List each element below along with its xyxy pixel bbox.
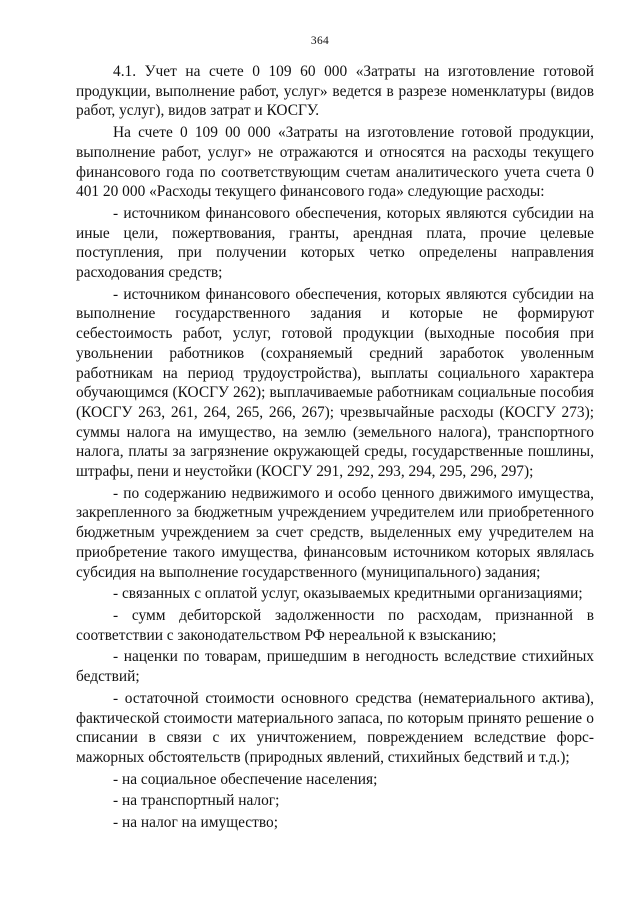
list-item-transport-tax: - на транспортный налог;: [113, 792, 280, 810]
list-item-bank-services: - связанных с оплатой услуг, оказываемых кредитными организациями;: [113, 585, 583, 603]
page-number: 364: [310, 35, 330, 47]
list-item-subsidies-other-purposes: - источником финансового обеспечения, которых являются субсидии на иные цели, пожертвования, гранты, арендная плата, прочие целевые поступления, при получении которых четко определены направления расходования средств;: [76, 204, 594, 282]
list-item-receivables: - сумм дебиторской задолженности по расходам, признанной в соответствии с законодательством РФ нереальной к взысканию;: [76, 606, 594, 644]
list-item-property-maintenance: - по содержанию недвижимого и особо ценного движимого имущества, закрепленного за бюджетным учреждением учредителем или приобретенного бюджетным учреждением за счет средств, выделенных ему учредителем на приобретение такого имущества, финансовым источником которых являлась субсидия на выполнение государственного (муниципального) задания;: [76, 484, 594, 581]
list-item-subsidies-state-task: - источником финансового обеспечения, которых являются субсидии на выполнение государственного задания и которые не формируют себестоимость работ, услуг, готовой продукции (выходные пособия при увольнении работников (сохраняемый средний заработок уволенным работникам на период трудоустройства), выплаты социального характера обучающимся (КОСГУ 262); выплачиваемые работникам социальные пособия (КОСГУ 263, 261, 264, 265, 266, 267); чрезвычайные расходы (КОСГУ 273); суммы налога на имущество, на землю (земельного налога), транспортного налога, платы за загрязнение окружающей среды, государственные пошлины, штрафы, пени и неустойки (КОСГУ 291, 292, 293, 294, 295, 296, 297);: [76, 285, 594, 481]
list-item-residual-value: - остаточной стоимости основного средства (нематериального актива), фактической стоимости материального запаса, по которым принято решение о списании в связи с их уничтожением, повреждением вследствие форс-мажорных обстоятельств (природных явлений, стихийных бедствий и т.д.);: [76, 689, 594, 766]
paragraph-excluded-expenses: На счете 0 109 00 000 «Затраты на изготовление готовой продукции, выполнение работ, услуг» не отражаются и относятся на расходы текущего финансового года по соответствующим счетам аналитического учета счета 0 401 20 000 «Расходы текущего финансового года» следующие расходы:: [76, 124, 594, 201]
paragraph-account-analytics: 4.1. Учет на счете 0 109 60 000 «Затраты на изготовление готовой продукции, выполнение работ, услуг» ведется в разрезе номенклатуры (видов работ, услуг), видов затрат и КОСГУ.: [76, 63, 594, 120]
list-item-property-tax: - на налог на имущество;: [113, 814, 278, 832]
list-item-social-security: - на социальное обеспечение населения;: [113, 770, 378, 788]
document-body: [76, 62, 594, 835]
list-item-markups: - наценки по товарам, пришедшим в негодность вследствие стихийных бедствий;: [76, 648, 594, 686]
